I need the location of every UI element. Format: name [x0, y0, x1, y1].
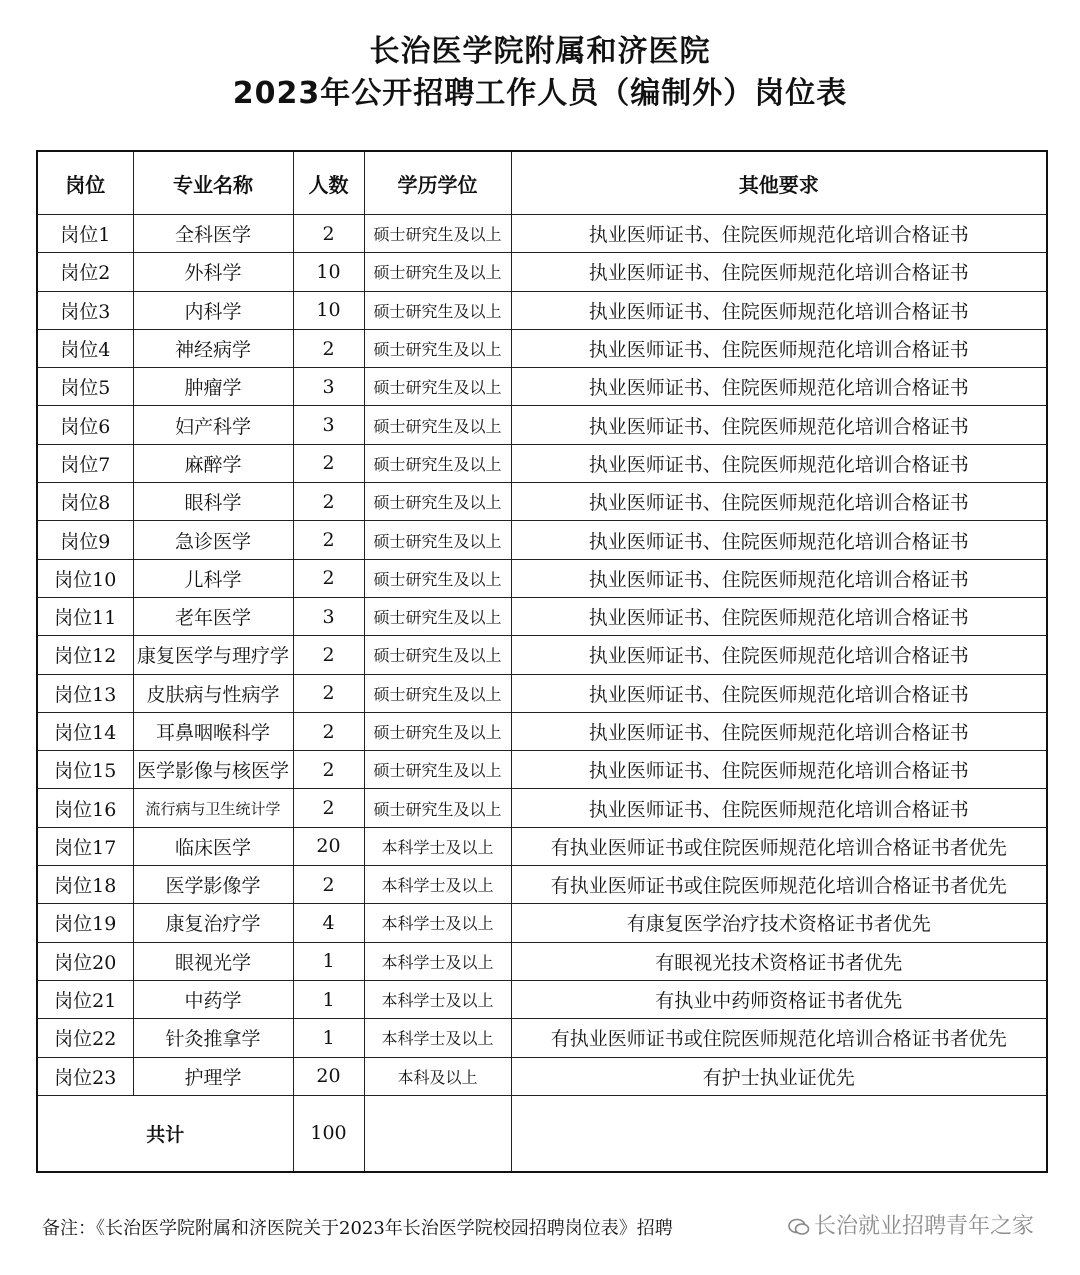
positions-table	[36, 150, 1048, 1173]
education-cell: 硕士研究生及以上	[364, 368, 511, 406]
education-cell: 硕士研究生及以上	[364, 636, 511, 674]
requirements-cell: 有执业医师证书或住院医师规范化培训合格证书者优先	[511, 827, 1047, 865]
table-row	[37, 291, 1047, 329]
post-cell: 岗位23	[37, 1057, 133, 1095]
post-cell: 岗位17	[37, 827, 133, 865]
requirements-cell: 执业医师证书、住院医师规范化培训合格证书	[511, 444, 1047, 482]
count-cell: 2	[293, 751, 364, 789]
count-cell: 3	[293, 368, 364, 406]
post-cell: 岗位10	[37, 559, 133, 597]
requirements-cell: 有执业医师证书或住院医师规范化培训合格证书者优先	[511, 1019, 1047, 1057]
education-cell: 硕士研究生及以上	[364, 329, 511, 367]
requirements-cell: 执业医师证书、住院医师规范化培训合格证书	[511, 789, 1047, 827]
table-row	[37, 483, 1047, 521]
major-cell: 康复医学与理疗学	[133, 636, 293, 674]
count-cell: 1	[293, 1019, 364, 1057]
watermark	[788, 1209, 1034, 1240]
major-cell: 耳鼻咽喉科学	[133, 712, 293, 750]
count-cell: 2	[293, 866, 364, 904]
major-cell: 眼科学	[133, 483, 293, 521]
total-count: 100	[293, 1095, 364, 1172]
post-cell: 岗位6	[37, 406, 133, 444]
table-row	[37, 444, 1047, 482]
post-cell: 岗位5	[37, 368, 133, 406]
requirements-cell: 执业医师证书、住院医师规范化培训合格证书	[511, 751, 1047, 789]
post-cell: 岗位22	[37, 1019, 133, 1057]
major-cell: 麻醉学	[133, 444, 293, 482]
major-cell: 针灸推拿学	[133, 1019, 293, 1057]
count-cell: 4	[293, 904, 364, 942]
count-cell: 1	[293, 942, 364, 980]
education-cell: 本科学士及以上	[364, 827, 511, 865]
table-row	[37, 1019, 1047, 1057]
post-cell: 岗位9	[37, 521, 133, 559]
total-empty-cell	[364, 1095, 511, 1172]
table-row	[37, 521, 1047, 559]
major-cell: 皮肤病与性病学	[133, 674, 293, 712]
major-cell: 临床医学	[133, 827, 293, 865]
requirements-cell: 有执业医师证书或住院医师规范化培训合格证书者优先	[511, 866, 1047, 904]
requirements-cell: 执业医师证书、住院医师规范化培训合格证书	[511, 253, 1047, 291]
education-cell: 硕士研究生及以上	[364, 789, 511, 827]
major-cell: 中药学	[133, 980, 293, 1018]
requirements-cell: 执业医师证书、住院医师规范化培训合格证书	[511, 597, 1047, 635]
major-cell: 神经病学	[133, 329, 293, 367]
post-cell: 岗位20	[37, 942, 133, 980]
count-cell: 2	[293, 674, 364, 712]
count-cell: 3	[293, 597, 364, 635]
major-cell: 眼视光学	[133, 942, 293, 980]
table-row	[37, 789, 1047, 827]
education-cell: 硕士研究生及以上	[364, 674, 511, 712]
post-cell: 岗位12	[37, 636, 133, 674]
count-cell: 2	[293, 559, 364, 597]
education-cell: 硕士研究生及以上	[364, 253, 511, 291]
table-row	[37, 980, 1047, 1018]
education-cell: 硕士研究生及以上	[364, 291, 511, 329]
requirements-cell: 执业医师证书、住院医师规范化培训合格证书	[511, 712, 1047, 750]
table-row	[37, 329, 1047, 367]
count-cell: 2	[293, 444, 364, 482]
table-row	[37, 559, 1047, 597]
total-label: 共计	[37, 1095, 293, 1172]
table-row	[37, 712, 1047, 750]
wechat-icon	[788, 1218, 810, 1236]
count-cell: 2	[293, 483, 364, 521]
requirements-cell: 有护士执业证优先	[511, 1057, 1047, 1095]
education-cell: 本科及以上	[364, 1057, 511, 1095]
requirements-cell: 有眼视光技术资格证书者优先	[511, 942, 1047, 980]
major-cell: 老年医学	[133, 597, 293, 635]
requirements-cell: 执业医师证书、住院医师规范化培训合格证书	[511, 291, 1047, 329]
total-empty-cell	[511, 1095, 1047, 1172]
requirements-cell: 执业医师证书、住院医师规范化培训合格证书	[511, 483, 1047, 521]
education-cell: 本科学士及以上	[364, 942, 511, 980]
post-cell: 岗位19	[37, 904, 133, 942]
post-cell: 岗位13	[37, 674, 133, 712]
count-cell: 20	[293, 1057, 364, 1095]
education-cell: 硕士研究生及以上	[364, 597, 511, 635]
table-row	[37, 1057, 1047, 1095]
education-cell: 硕士研究生及以上	[364, 215, 511, 253]
major-cell: 护理学	[133, 1057, 293, 1095]
page-title: 长治医学院附属和济医院	[369, 34, 711, 69]
count-cell: 2	[293, 636, 364, 674]
requirements-cell: 执业医师证书、住院医师规范化培训合格证书	[511, 521, 1047, 559]
count-cell: 3	[293, 406, 364, 444]
major-cell: 儿科学	[133, 559, 293, 597]
education-cell: 硕士研究生及以上	[364, 751, 511, 789]
count-cell: 1	[293, 980, 364, 1018]
watermark-text: 长治就业招聘青年之家	[814, 1214, 1035, 1239]
requirements-cell: 执业医师证书、住院医师规范化培训合格证书	[511, 636, 1047, 674]
header-major: 专业名称	[133, 151, 293, 215]
header-post: 岗位	[37, 151, 133, 215]
post-cell: 岗位21	[37, 980, 133, 1018]
count-cell: 2	[293, 329, 364, 367]
major-cell: 全科医学	[133, 215, 293, 253]
table-row	[37, 827, 1047, 865]
table-row	[37, 597, 1047, 635]
count-cell: 2	[293, 789, 364, 827]
post-cell: 岗位3	[37, 291, 133, 329]
count-cell: 2	[293, 521, 364, 559]
education-cell: 硕士研究生及以上	[364, 559, 511, 597]
post-cell: 岗位8	[37, 483, 133, 521]
major-cell: 肿瘤学	[133, 368, 293, 406]
education-cell: 硕士研究生及以上	[364, 444, 511, 482]
requirements-cell: 执业医师证书、住院医师规范化培训合格证书	[511, 329, 1047, 367]
table-row	[37, 904, 1047, 942]
count-cell: 10	[293, 291, 364, 329]
table-row	[37, 942, 1047, 980]
major-cell: 外科学	[133, 253, 293, 291]
requirements-cell: 执业医师证书、住院医师规范化培训合格证书	[511, 559, 1047, 597]
count-cell: 2	[293, 215, 364, 253]
education-cell: 本科学士及以上	[364, 980, 511, 1018]
table-row	[37, 406, 1047, 444]
education-cell: 硕士研究生及以上	[364, 406, 511, 444]
major-cell: 妇产科学	[133, 406, 293, 444]
total-row	[37, 1095, 1047, 1172]
education-cell: 硕士研究生及以上	[364, 521, 511, 559]
requirements-cell: 执业医师证书、住院医师规范化培训合格证书	[511, 215, 1047, 253]
table-header-row	[37, 151, 1047, 215]
post-cell: 岗位16	[37, 789, 133, 827]
table-row	[37, 636, 1047, 674]
post-cell: 岗位7	[37, 444, 133, 482]
table-row	[37, 253, 1047, 291]
table-row	[37, 751, 1047, 789]
post-cell: 岗位1	[37, 215, 133, 253]
major-cell: 内科学	[133, 291, 293, 329]
requirements-cell: 有康复医学治疗技术资格证书者优先	[511, 904, 1047, 942]
education-cell: 本科学士及以上	[364, 904, 511, 942]
header-requirements: 其他要求	[511, 151, 1047, 215]
education-cell: 硕士研究生及以上	[364, 483, 511, 521]
table-row	[37, 215, 1047, 253]
post-cell: 岗位4	[37, 329, 133, 367]
table-row	[37, 674, 1047, 712]
count-cell: 2	[293, 712, 364, 750]
table-row	[37, 368, 1047, 406]
post-cell: 岗位18	[37, 866, 133, 904]
requirements-cell: 有执业中药师资格证书者优先	[511, 980, 1047, 1018]
post-cell: 岗位15	[37, 751, 133, 789]
count-cell: 10	[293, 253, 364, 291]
major-cell: 流行病与卫生统计学	[133, 789, 293, 827]
requirements-cell: 执业医师证书、住院医师规范化培训合格证书	[511, 674, 1047, 712]
major-cell: 急诊医学	[133, 521, 293, 559]
education-cell: 硕士研究生及以上	[364, 712, 511, 750]
header-education: 学历学位	[364, 151, 511, 215]
requirements-cell: 执业医师证书、住院医师规范化培训合格证书	[511, 368, 1047, 406]
major-cell: 医学影像学	[133, 866, 293, 904]
page-subtitle: 2023年公开招聘工作人员（编制外）岗位表	[232, 76, 848, 111]
education-cell: 本科学士及以上	[364, 866, 511, 904]
post-cell: 岗位14	[37, 712, 133, 750]
table-row	[37, 866, 1047, 904]
education-cell: 本科学士及以上	[364, 1019, 511, 1057]
post-cell: 岗位11	[37, 597, 133, 635]
major-cell: 医学影像与核医学	[133, 751, 293, 789]
footnote: 备注：《长治医学院附属和济医院关于2023年长治医学院校园招聘岗位表》招聘	[42, 1218, 673, 1239]
count-cell: 20	[293, 827, 364, 865]
post-cell: 岗位2	[37, 253, 133, 291]
requirements-cell: 执业医师证书、住院医师规范化培训合格证书	[511, 406, 1047, 444]
major-cell: 康复治疗学	[133, 904, 293, 942]
header-count: 人数	[293, 151, 364, 215]
